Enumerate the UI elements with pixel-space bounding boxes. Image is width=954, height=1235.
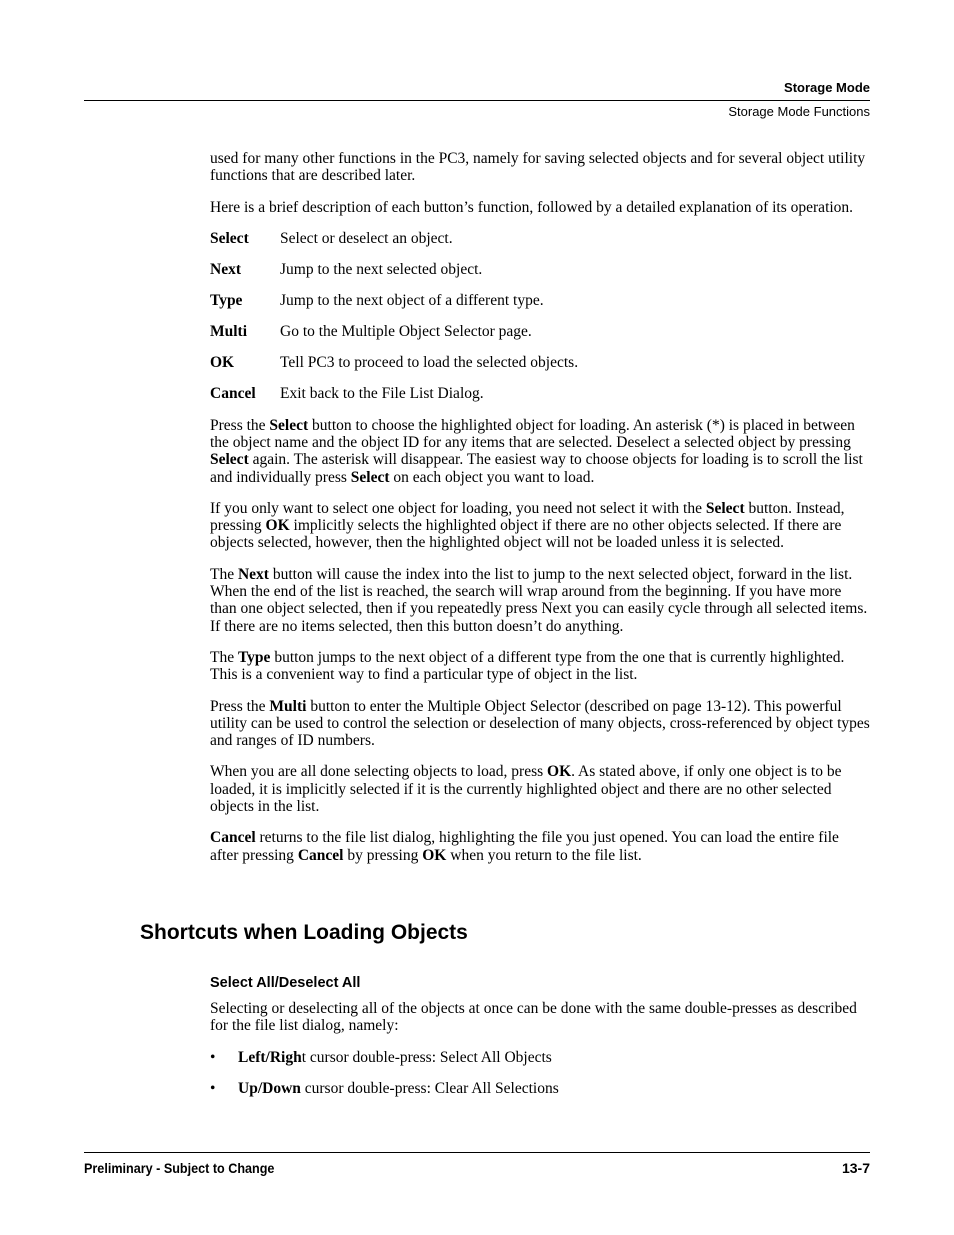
intro-paragraph-1: used for many other functions in the PC3, namely for saving selected objects and for several object utility functions that are described later.: [210, 150, 866, 185]
definition-row: [210, 292, 870, 309]
bullet-text: t cursor double-press: Select All Objects: [301, 1048, 552, 1066]
subsection-heading: Select All/Deselect All: [210, 975, 361, 991]
definition-desc: Jump to the next object of a different type.: [280, 292, 544, 310]
definition-term: Next: [210, 260, 241, 278]
shortcuts-paragraph: Selecting or deselecting all of the objects at once can be done with the same double-presses as described for the file list dialog, namely:: [210, 1000, 857, 1035]
main-body: [210, 150, 870, 878]
definition-term: Select: [210, 229, 249, 247]
footer-notice: Preliminary - Subject to Change: [84, 1160, 275, 1176]
next-paragraph: The Next button will cause the index into the list to jump to the next selected object, forward in the list. When the end of the list is reached, the search will wrap around from the beginning. If you have more than one object selected, then if you repeatedly press Next you can easily cycle through all selected items. If there are no items selected, then this button doesn’t do anything.: [210, 565, 868, 635]
bullet-bold: Left/Righ: [238, 1048, 302, 1066]
definition-term: OK: [210, 354, 235, 372]
select-paragraph: Press the Select button to choose the highlighted object for loading. An asterisk (*) is placed in between the object name and the object ID for any items that are selected. Deselect a selected object by pressing Select again. The asterisk will disappear. The easiest way to choose objects for loading is to scroll the list and individually press Select on each object you want to load.: [210, 416, 863, 486]
ok-paragraph: If you only want to select one object for loading, you need not select it with the Select button. Instead, pressing OK implicitly selects the highlighted object if there are no other objects selected. If there are objects selected, however, then the highlighted object will not be loaded unless it is selected.: [210, 499, 845, 552]
multi-paragraph: Press the Multi button to enter the Multiple Object Selector (described on page 13-12). This powerful utility can be used to control the selection or deselection of many objects, cross-referenced by object types and ranges of ID numbers.: [210, 697, 870, 750]
definition-desc: Go to the Multiple Object Selector page.: [280, 323, 532, 341]
page-number: 13-7: [841, 1160, 870, 1176]
definition-row: [210, 323, 870, 340]
definition-row: [210, 261, 870, 278]
done-paragraph: When you are all done selecting objects to load, press OK. As stated above, if only one object is to be loaded, it is implicitly selected if it is the currently highlighted object and there are no other selected objects in the list.: [210, 763, 842, 815]
bullet-bold: Up/Down: [238, 1079, 301, 1097]
definition-row: [210, 354, 870, 371]
definition-desc: Select or deselect an object.: [280, 229, 453, 247]
definition-desc: Jump to the next selected object.: [280, 260, 483, 278]
definition-term: Multi: [210, 323, 248, 341]
bullet-item: [210, 1049, 870, 1066]
bullet-mark: •: [210, 1079, 216, 1097]
definition-term: Type: [210, 292, 243, 310]
definition-row: [210, 385, 870, 402]
shortcuts-body: [210, 1000, 870, 1111]
section-heading: Shortcuts when Loading Objects: [140, 921, 468, 944]
section-title: Storage Mode Functions: [728, 104, 870, 119]
type-paragraph: The Type button jumps to the next object of a different type from the one that is currently highlighted. This is a convenient way to find a particular type of object in the list.: [210, 648, 845, 684]
definition-desc: Tell PC3 to proceed to load the selected objects.: [280, 354, 579, 372]
bullet-text: cursor double-press: Clear All Selections: [300, 1079, 559, 1097]
bullet-item: [210, 1080, 870, 1097]
chapter-title: Storage Mode: [784, 80, 870, 95]
button-definitions: [210, 230, 870, 403]
definition-row: [210, 230, 870, 247]
definition-desc: Exit back to the File List Dialog.: [280, 385, 484, 403]
footer-rule: [84, 1152, 870, 1153]
intro-paragraph-2: Here is a brief description of each button’s function, followed by a detailed explanation of its operation.: [210, 198, 854, 216]
bullet-mark: •: [210, 1048, 216, 1066]
definition-term: Cancel: [210, 385, 256, 403]
cancel-paragraph: Cancel returns to the file list dialog, highlighting the file you just opened. You can load the entire file after pressing Cancel by pressing OK when you return to the file list.: [210, 829, 839, 864]
header-rule: [84, 100, 870, 101]
